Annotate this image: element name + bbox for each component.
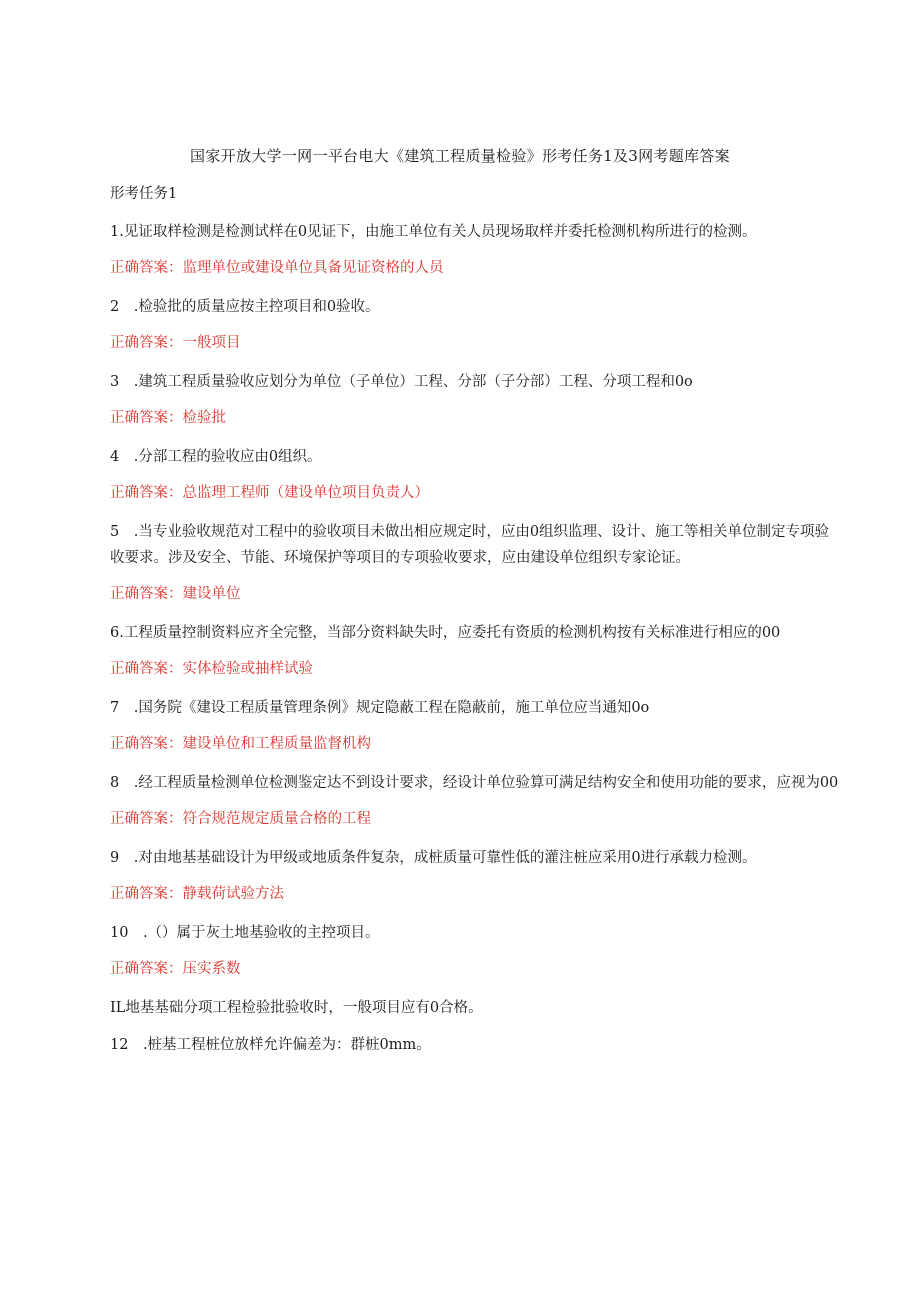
question-5: 5 .当专业验收规范对工程中的验收项目未做出相应规定时，应由0组织监理、设计、施工等相关单位制定专项验收要求。涉及安全、节能、环境保护等项目的专项验收要求，应由建设单位组织专家论证。 bbox=[110, 524, 830, 566]
answer-text: 建设单位和工程质量监督机构 bbox=[182, 736, 371, 752]
answer-4 bbox=[110, 481, 840, 505]
question-4: 4 .分部工程的验收应由0组织。 bbox=[110, 449, 322, 465]
answer-prefix: 正确答案： bbox=[110, 410, 183, 426]
question-2: 2 .检验批的质量应按主控项目和0验收。 bbox=[110, 299, 380, 315]
question-11: IL地基基础分项工程检验批验收时，一般项目应有0合格。 bbox=[110, 1000, 483, 1016]
answer-text: 压实系数 bbox=[182, 961, 241, 977]
section-heading: 形考任务1 bbox=[110, 186, 178, 202]
question-3: 3 .建筑工程质量验收应划分为单位（子单位）工程、分部（子分部）工程、分项工程和0o bbox=[110, 374, 693, 390]
question-1: 1.见证取样检测是检测试样在0见证下，由施工单位有关人员现场取样并委托检测机构所进行的检测。 bbox=[110, 224, 757, 240]
answer-prefix: 正确答案： bbox=[110, 485, 183, 501]
answer-6 bbox=[110, 657, 840, 681]
answer-prefix: 正确答案： bbox=[110, 586, 183, 602]
answer-prefix: 正确答案： bbox=[110, 661, 183, 677]
answer-2 bbox=[110, 331, 840, 355]
answer-prefix: 正确答案： bbox=[110, 961, 183, 977]
question-8: 8 .经工程质量检测单位检测鉴定达不到设计要求，经设计单位验算可满足结构安全和使用功能的要求，应视为00 bbox=[110, 775, 839, 791]
answer-prefix: 正确答案： bbox=[110, 811, 183, 827]
answer-7 bbox=[110, 732, 840, 756]
question-9: 9 .对由地基基础设计为甲级或地质条件复杂，成桩质量可靠性低的灌注桩应采用0进行承载力检测。 bbox=[110, 850, 757, 866]
question-12: 12 .桩基工程桩位放样允许偏差为：群桩0mm。 bbox=[110, 1037, 431, 1053]
answer-text: 一般项目 bbox=[182, 335, 241, 351]
answer-5 bbox=[110, 582, 840, 606]
question-10: 10 .（）属于灰土地基验收的主控项目。 bbox=[110, 925, 380, 941]
answer-text: 静载荷试验方法 bbox=[182, 886, 284, 902]
answer-10 bbox=[110, 957, 840, 981]
answer-prefix: 正确答案： bbox=[110, 260, 183, 276]
answer-text: 符合规范规定质量合格的工程 bbox=[182, 811, 371, 827]
answer-9 bbox=[110, 882, 840, 906]
answer-prefix: 正确答案： bbox=[110, 335, 183, 351]
answer-text: 监理单位或建设单位具备见证资格的人员 bbox=[182, 260, 444, 276]
document-title: 国家开放大学一网一平台电大《建筑工程质量检验》形考任务1及3网考题库答案 bbox=[190, 147, 730, 165]
answer-text: 总监理工程师（建设单位项目负责人） bbox=[182, 485, 429, 501]
answer-text: 建设单位 bbox=[182, 586, 241, 602]
answer-text: 实体检验或抽样试验 bbox=[182, 661, 313, 677]
question-7: 7 .国务院《建设工程质量管理条例》规定隐蔽工程在隐蔽前，施工单位应当通知0o bbox=[110, 700, 650, 716]
answer-text: 检验批 bbox=[182, 410, 226, 426]
question-6: 6.工程质量控制资料应齐全完整，当部分资料缺失时，应委托有资质的检测机构按有关标准进行相应的00 bbox=[110, 625, 781, 641]
answer-prefix: 正确答案： bbox=[110, 886, 183, 902]
answer-prefix: 正确答案： bbox=[110, 736, 183, 752]
answer-8 bbox=[110, 807, 840, 831]
answer-3 bbox=[110, 406, 840, 430]
answer-1 bbox=[110, 256, 840, 280]
